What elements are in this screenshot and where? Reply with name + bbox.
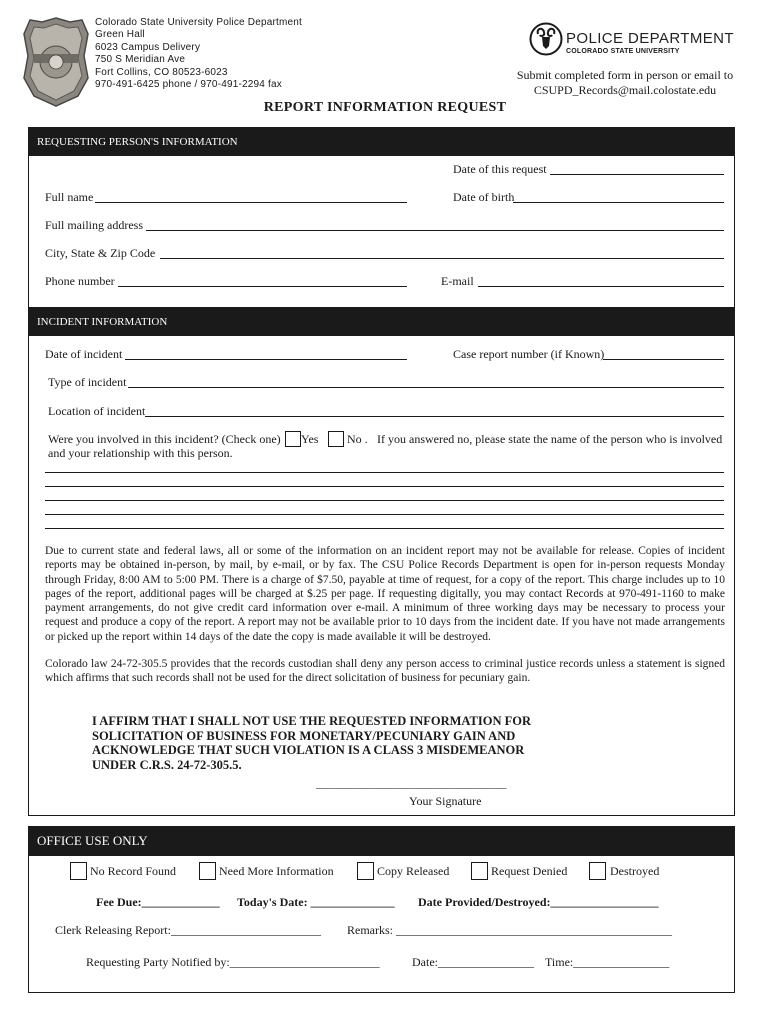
incident-header-label: INCIDENT INFORMATION bbox=[37, 316, 168, 328]
logo-university-name: COLORADO STATE UNIVERSITY bbox=[566, 48, 680, 55]
submit-note: Submit completed form in person or email to bbox=[516, 68, 734, 82]
submit-instructions bbox=[500, 68, 750, 98]
logo-department-name: POLICE DEPARTMENT bbox=[566, 30, 734, 47]
address-line: 6023 Campus Delivery bbox=[95, 41, 201, 53]
incident-location-label: Location of incident bbox=[48, 404, 146, 418]
involved-explanation-line[interactable] bbox=[45, 500, 724, 501]
email-label: E-mail bbox=[441, 274, 474, 288]
involved-note-continued: and your relationship with this person. bbox=[48, 446, 233, 460]
affirmation-line: SOLICITATION OF BUSINESS FOR MONETARY/PECUNIARY GAIN AND bbox=[92, 728, 516, 743]
remarks-field[interactable]: Remarks: ______________________________________________ bbox=[347, 923, 672, 937]
incident-date-label: Date of incident bbox=[45, 347, 123, 361]
phone-label: Phone number bbox=[45, 274, 115, 288]
address-line: 970-491-6425 phone / 970-491-2294 fax bbox=[95, 79, 282, 91]
signature-line[interactable]: ______________________________________ bbox=[316, 778, 506, 790]
todays-date-field[interactable]: Today's Date: ______________ bbox=[237, 895, 395, 909]
address-line: Green Hall bbox=[95, 29, 145, 41]
involved-yes-checkbox[interactable] bbox=[285, 431, 301, 447]
affirmation-line: UNDER C.R.S. 24-72-305.5. bbox=[92, 757, 242, 772]
case-number-field[interactable] bbox=[603, 359, 724, 360]
involved-explanation-line[interactable] bbox=[45, 486, 724, 487]
date-of-birth-label: Date of birth bbox=[453, 190, 515, 204]
signature-label: Your Signature bbox=[409, 794, 482, 808]
destroyed-checkbox[interactable] bbox=[589, 862, 606, 880]
involved-note: If you answered no, please state the name of the person who is involved bbox=[377, 432, 723, 446]
mailing-address-field[interactable] bbox=[146, 230, 724, 231]
incident-section-header bbox=[28, 307, 735, 336]
involved-explanation-line[interactable] bbox=[45, 472, 724, 473]
notified-time-field[interactable]: Time:________________ bbox=[545, 955, 670, 969]
no-record-found-checkbox[interactable] bbox=[70, 862, 87, 880]
mailing-address-label: Full mailing address bbox=[45, 218, 143, 232]
no-record-found-label: No Record Found bbox=[90, 864, 176, 878]
copy-released-checkbox[interactable] bbox=[357, 862, 374, 880]
party-notified-field[interactable]: Requesting Party Notified by:_________________________ bbox=[86, 955, 380, 969]
date-provided-field[interactable]: Date Provided/Destroyed:__________________ bbox=[418, 895, 659, 909]
date-of-birth-field[interactable] bbox=[513, 202, 724, 203]
law-paragraph: Colorado law 24-72-305.5 provides that the records custodian shall deny any person access to criminal justice records unless a statement is signed which affirms that such records shall not be used for the direct solicitation of business for pecuniary gain. bbox=[45, 658, 725, 685]
request-denied-label: Request Denied bbox=[491, 864, 568, 878]
destroyed-label: Destroyed bbox=[610, 864, 660, 878]
incident-location-field[interactable] bbox=[145, 416, 724, 417]
office-header-label: OFFICE USE ONLY bbox=[37, 833, 148, 848]
affirmation-statement bbox=[92, 714, 531, 772]
notified-date-field[interactable]: Date:________________ bbox=[412, 955, 534, 969]
need-more-info-label: Need More Information bbox=[219, 864, 334, 878]
ram-head-logo-icon bbox=[529, 22, 563, 56]
involved-explanation-line[interactable] bbox=[45, 514, 724, 515]
requesting-header-label: REQUESTING PERSON'S INFORMATION bbox=[37, 136, 238, 148]
office-section-header bbox=[28, 826, 735, 856]
involved-explanation-line[interactable] bbox=[45, 528, 724, 529]
police-badge-logo bbox=[22, 16, 90, 108]
affirmation-line: ACKNOWLEDGE THAT SUCH VIOLATION IS A CLASS 3 MISDEMEANOR bbox=[92, 743, 525, 757]
department-address bbox=[95, 17, 302, 91]
phone-field[interactable] bbox=[118, 286, 407, 287]
incident-date-field[interactable] bbox=[125, 359, 407, 360]
address-line: 750 S Meridian Ave bbox=[95, 54, 186, 66]
incident-type-label: Type of incident bbox=[48, 375, 127, 389]
full-name-field[interactable] bbox=[95, 202, 407, 203]
policy-paragraph: Due to current state and federal laws, all or some of the information on an incident report may not be available for release. Copies of incident reports may be obtained in-person, by mail, by e-mail, or by fax. The CSU Police Records Department is open for in-person requests Monday through Friday, 8:00 AM to 5:00 PM. There is a charge of $7.50, payable at time of request, for a copy of the report. This charge includes up to 10 pages of the report, additional pages will be charged at $.25 per page. If requesting digitally, you may contact Records at 970-491-1160 to make payment arrangements, do not give credit card information over e-mail. A minimum of three working days may be necessary to process your request and produce a copy of the report. A report may not be available prior to 10 days from the incident date. If you have not made arrangements or picked up the report within 14 days of the date the copy is made available it will be destroyed. bbox=[45, 545, 725, 643]
clerk-releasing-field[interactable]: Clerk Releasing Report:_________________________ bbox=[55, 923, 321, 937]
case-number-label: Case report number (if Known) bbox=[453, 347, 605, 361]
copy-released-label: Copy Released bbox=[377, 864, 450, 878]
need-more-info-checkbox[interactable] bbox=[199, 862, 216, 880]
email-field[interactable] bbox=[478, 286, 724, 287]
city-state-zip-label: City, State & Zip Code bbox=[45, 246, 156, 260]
involved-no-label: No . bbox=[347, 432, 368, 446]
affirmation-line: I AFFIRM THAT I SHALL NOT USE THE REQUESTED INFORMATION FOR bbox=[92, 714, 531, 728]
address-line: Colorado State University Police Department bbox=[95, 17, 303, 28]
address-line: Fort Collins, CO 80523-6023 bbox=[95, 66, 228, 78]
submit-email[interactable]: CSUPD_Records@mail.colostate.edu bbox=[533, 83, 717, 97]
incident-type-field[interactable] bbox=[128, 387, 724, 388]
full-name-label: Full name bbox=[45, 190, 94, 204]
involved-question: Were you involved in this incident? (Check one) bbox=[48, 432, 281, 446]
city-state-zip-field[interactable] bbox=[160, 258, 724, 259]
form-title: REPORT INFORMATION REQUEST bbox=[263, 100, 507, 115]
fee-due-field[interactable]: Fee Due:_____________ bbox=[96, 895, 220, 909]
involved-yes-label: Yes bbox=[301, 432, 319, 446]
request-denied-checkbox[interactable] bbox=[471, 862, 488, 880]
requesting-section-header bbox=[28, 127, 735, 156]
date-of-request-label: Date of this request bbox=[453, 162, 547, 176]
date-of-request-field[interactable] bbox=[550, 174, 724, 175]
involved-no-checkbox[interactable] bbox=[328, 431, 344, 447]
